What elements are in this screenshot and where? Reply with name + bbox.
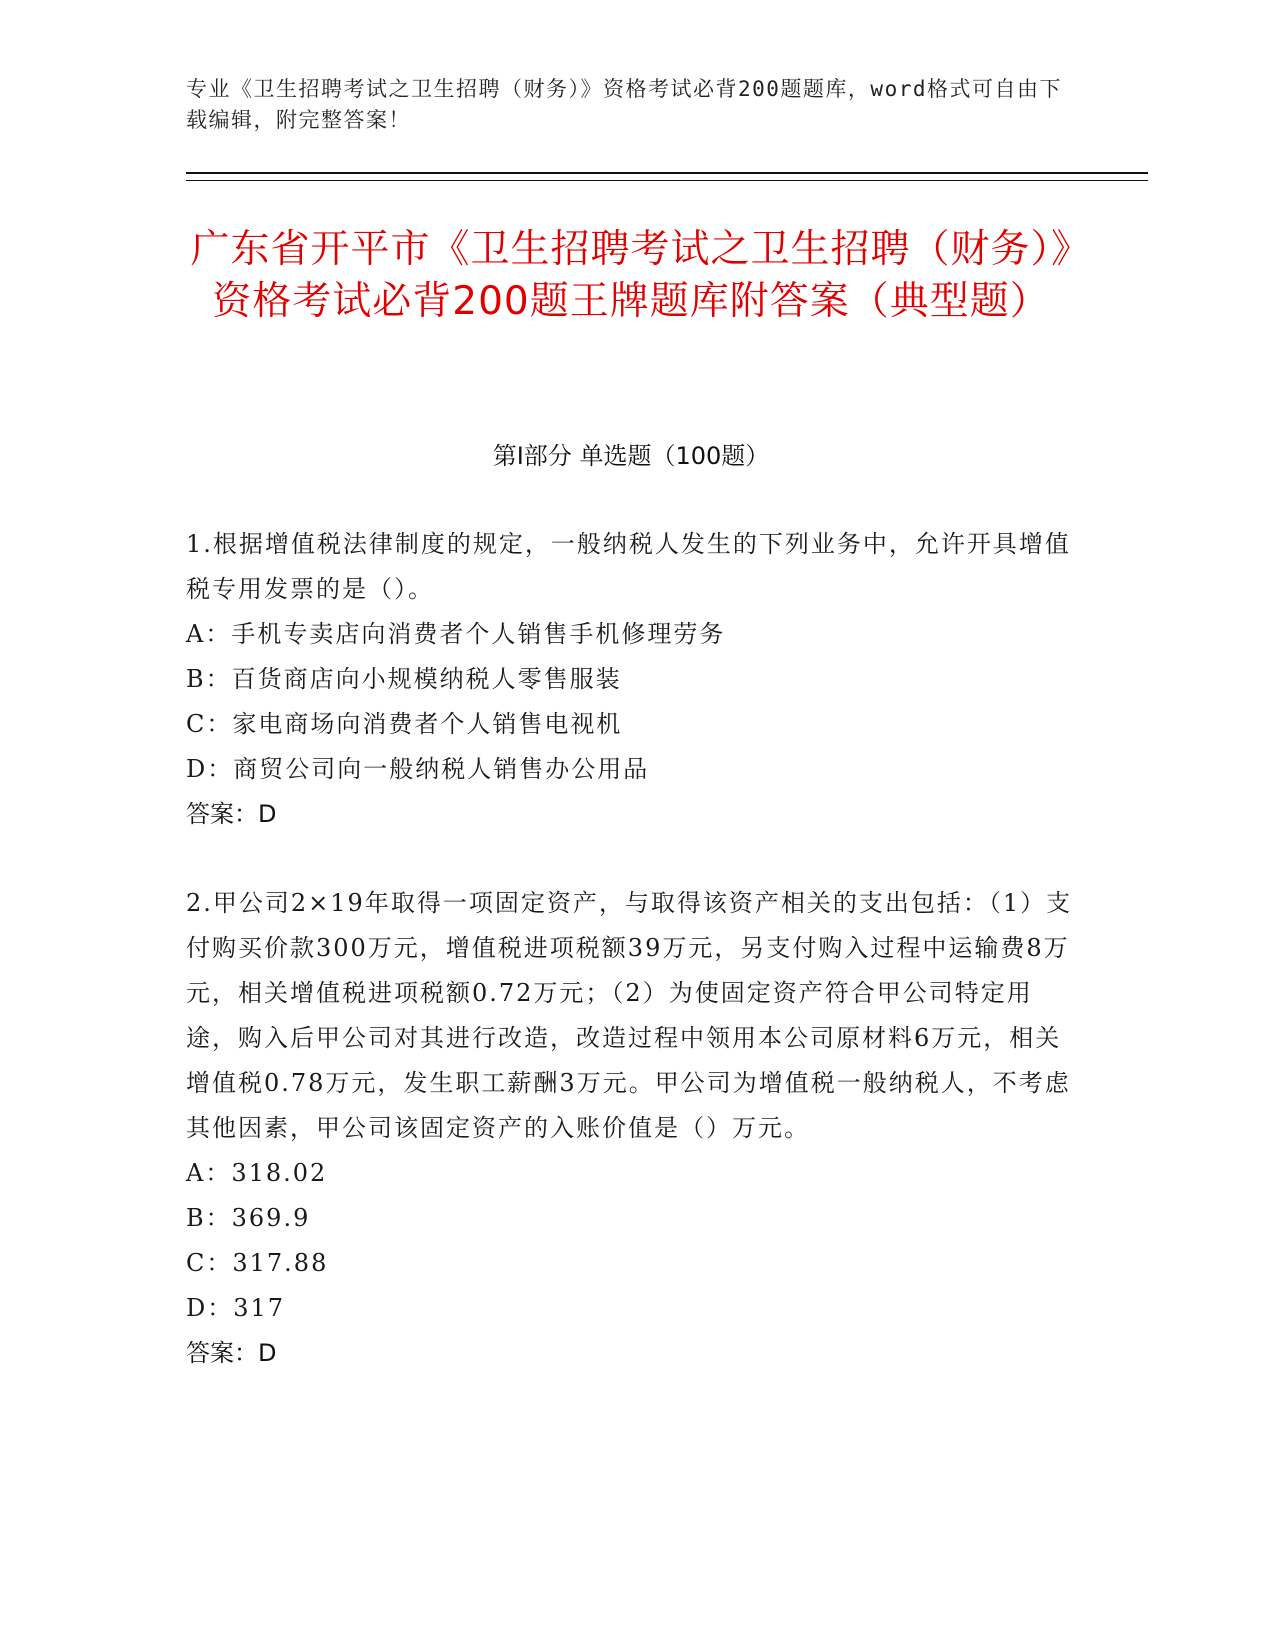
question-1 xyxy=(186,522,1076,837)
question-stem: 2.甲公司2×19年取得一项固定资产，与取得该资产相关的支出包括：（1）支付购买价款300万元，增值税进项税额39万元，另支付购入过程中运输费8万元，相关增值税进项税额0.72万元；（2）为使固定资产符合甲公司特定用途，购入后甲公司对其进行改造，改造过程中领用本公司原材料6万元，相关增值税0.78万元，发生职工薪酬3万元。甲公司为增值税一般纳税人，不考虑其他因素，甲公司该固定资产的入账价值是（）万元。 xyxy=(186,889,1073,1142)
option-d: D：商贸公司向一般纳税人销售办公用品 xyxy=(186,755,650,783)
header-note: 专业《卫生招聘考试之卫生招聘（财务）》资格考试必背200题题库，word格式可自由下载编辑，附完整答案！ xyxy=(186,77,1062,132)
document-title: 广东省开平市《卫生招聘考试之卫生招聘（财务）》资格考试必背200题王牌题库附答案（典型题） xyxy=(190,227,1072,324)
option-d: D：317 xyxy=(186,1294,286,1322)
question-list xyxy=(186,522,1076,1420)
option-a: A：318.02 xyxy=(186,1159,328,1187)
answer: 答案：D xyxy=(186,800,277,828)
option-b: B：369.9 xyxy=(186,1204,311,1232)
header-rule-thin xyxy=(186,180,1148,181)
answer: 答案：D xyxy=(186,1339,277,1367)
question-stem: 1.根据增值税法律制度的规定，一般纳税人发生的下列业务中，允许开具增值税专用发票的是（）。 xyxy=(186,530,1071,603)
option-c: C：家电商场向消费者个人销售电视机 xyxy=(186,710,623,738)
section-title: 第I部分 单选题（100题） xyxy=(492,442,770,470)
header-rule-thick xyxy=(186,172,1148,174)
option-c: C：317.88 xyxy=(186,1249,329,1277)
option-a: A：手机专卖店向消费者个人销售手机修理劳务 xyxy=(186,620,726,648)
question-2 xyxy=(186,881,1076,1376)
option-b: B：百货商店向小规模纳税人零售服装 xyxy=(186,665,622,693)
